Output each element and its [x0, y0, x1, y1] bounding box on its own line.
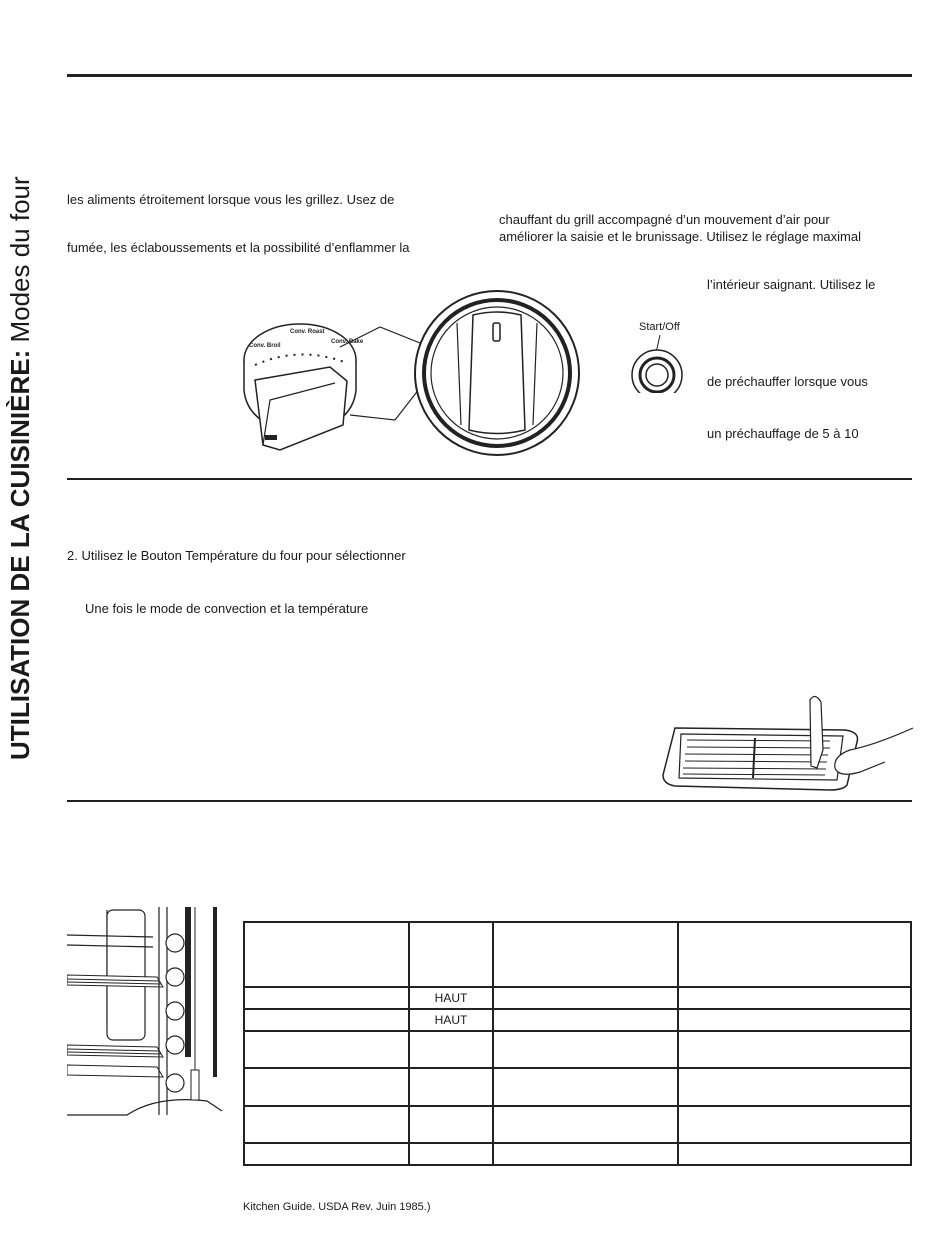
- footnote: Kitchen Guide. USDA Rev. Juin 1985.): [243, 1201, 431, 1213]
- oven-rack-positions-illustration: [67, 905, 227, 1120]
- convection-step-2: 2. Utilisez le Bouton Température du four pour sélectionner: [67, 548, 406, 563]
- broil-right-line-2: améliorer la saisie et le brunissage. Utilisez le réglage maximal: [499, 229, 861, 244]
- broil-side-line-1: l’intérieur saignant. Utilisez le: [707, 277, 876, 292]
- start-off-button[interactable]: [630, 333, 686, 393]
- top-rule: [67, 74, 912, 77]
- table-row: [244, 1106, 911, 1143]
- broil-side-line-3: un préchauffage de 5 à 10: [707, 426, 859, 441]
- broil-right-line-1: chauffant du grill accompagné d’un mouvement d’air pour: [499, 212, 830, 227]
- side-title-normal: Modes du four: [5, 176, 35, 350]
- start-off-label: Start/Off: [639, 321, 680, 333]
- table-row: [244, 1068, 911, 1106]
- section-rule-1: [67, 478, 912, 480]
- convection-step-continuation: Une fois le mode de convection et la température: [85, 601, 369, 616]
- oven-knob-illustration: [235, 285, 585, 470]
- table-row: HAUT: [244, 1009, 911, 1031]
- table-row: [244, 1031, 911, 1068]
- side-title-bold: UTILISATION DE LA CUISINIÈRE:: [5, 349, 35, 760]
- dial-label-bake: Conv. Bake: [331, 339, 364, 345]
- broil-left-line-1: les aliments étroitement lorsque vous les grillez. Usez de: [67, 192, 395, 207]
- section-rule-2: [67, 800, 912, 802]
- broil-left-line-2: fumée, les éclaboussements et la possibilité d’enflammer la: [67, 240, 410, 255]
- table-row: HAUT: [244, 987, 911, 1009]
- table-header-row: [244, 922, 911, 987]
- side-title: [3, 176, 37, 760]
- broil-side-line-2: de préchauffer lorsque vous: [707, 374, 868, 389]
- dial-label-broil: Conv. Broil: [249, 343, 281, 349]
- broil-guide-table: [243, 921, 912, 1166]
- table-row: [244, 1143, 911, 1165]
- broiler-pan-illustration: [655, 690, 915, 795]
- dial-label-roast: Conv. Roast: [290, 329, 325, 335]
